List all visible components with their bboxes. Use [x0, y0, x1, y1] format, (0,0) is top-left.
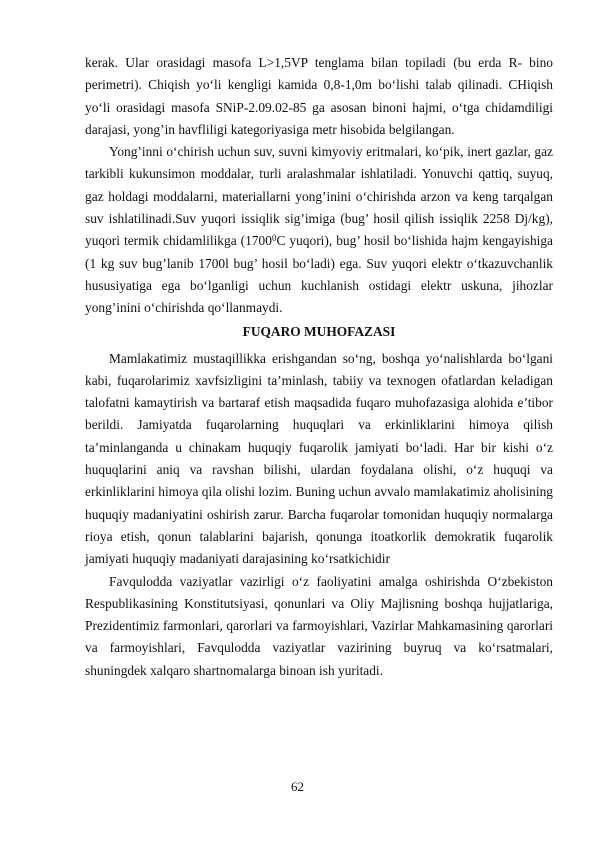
section-heading: FUQARO MUHOFAZASI — [242, 323, 396, 339]
degree-superscript: 0 — [271, 233, 277, 244]
paragraph-3: Mamlakatimiz mustaqillikka erishgandan so‘ng, boshqa yo‘nalishlarda bo‘lgani kabi, fuqarolarimiz xavfsizligini ta’minlash, tabiiy va texnogen ofatlardan keladigan talofatni kamaytirish va bartaraf etish maqsadida fuqaro muhofazasiga alohida e’tibor berildi. Jamiyatda fuqarolarning huquqlari va erkinliklarini himoya qilish ta’minlanganda u chinakam huquqiy fuqarolik jamiyati bo‘ladi. Har bir kishi o‘z huquqlarini aniq va ravshan bilishi, ulardan foydalana olishi, o‘z huquqi va erkinliklarini himoya qila olishi lozim. Buning uchun avvalo mamlakatimiz aholisining huquqiy madaniyatini oshirish zarur. Barcha fuqarolar tomonidan huquqiy normalarga rioya etish, qonun talablarini bajarish, qonunga itoatkorlik demokratik fuqarolik jamiyati huquqiy madaniyati darajasining ko‘rsatkichidir — [85, 350, 553, 567]
page-number: 62 — [291, 779, 304, 794]
paragraph-2-text-end: C yuqori), bug’ hosil bo‘lishida hajm kengayishiga (1 kg suv bug’lanib 1700l bug’ hosil bo‘ladi) ega. Suv yuqori elektr o‘tkazuvchanlik hususiyatiga ega bo‘lganligi uchun kuchlanish ostidagi elektr uskuna, jihozlar yong’inini o‘chirishda qo‘llanmaydi. — [85, 233, 553, 316]
paragraph-2-text-start: Yong’inni o‘chirish uchun suv, suvni kimyoviy eritmalari, ko‘pik, inert gazlar, gaz tarkibli kukunsimon moddalar, turli aralashmalar ishlatiladi. Yonuvchi qattiq, suyuq, gaz holdagi moddalarni, materiallarni yong’inini o‘chirishda arzon va keng tarqalgan suv ishlatilinadi.Suv yuqori issiqlik sig’imiga (bug’ hosil qilish issiqlik 2258 Dj/kg), yuqori termik chidamlilikga (1700 — [85, 144, 553, 249]
paragraph-2 — [85, 141, 553, 319]
document-page — [85, 52, 553, 682]
paragraph-1: kerak. Ular orasidagi masofa L>1,5VP tenglama bilan topiladi (bu erda R- bino perimetri). Chiqish yo‘li kengligi kamida 0,8-1,0m bo‘lishi talab qilinadi. CHiqish yo‘li orasidagi masofa SNiP-2.09.02-85 ga asosan binoni hajmi, o‘tga chidamdiligi darajasi, yong’in havfliligi kategoriyasiga metr hisobida belgilangan. — [85, 55, 553, 137]
paragraph-4: Favqulodda vaziyatlar vazirligi o‘z faoliyatini amalga oshirishda O‘zbekiston Respublikasining Konstitutsiyasi, qonunlari va Oliy Majlisning boshqa hujjatlariga, Prezidentimiz farmonlari, qarorlari va farmoyishlari, Vazirlar Mahkamasining qarorlari va farmoyishlari, Favqulodda vaziyatlar vazirining buyruq va ko‘rsatmalari, shuningdek xalqaro shartnomalarga binoan ish yuritadi. — [85, 573, 553, 678]
